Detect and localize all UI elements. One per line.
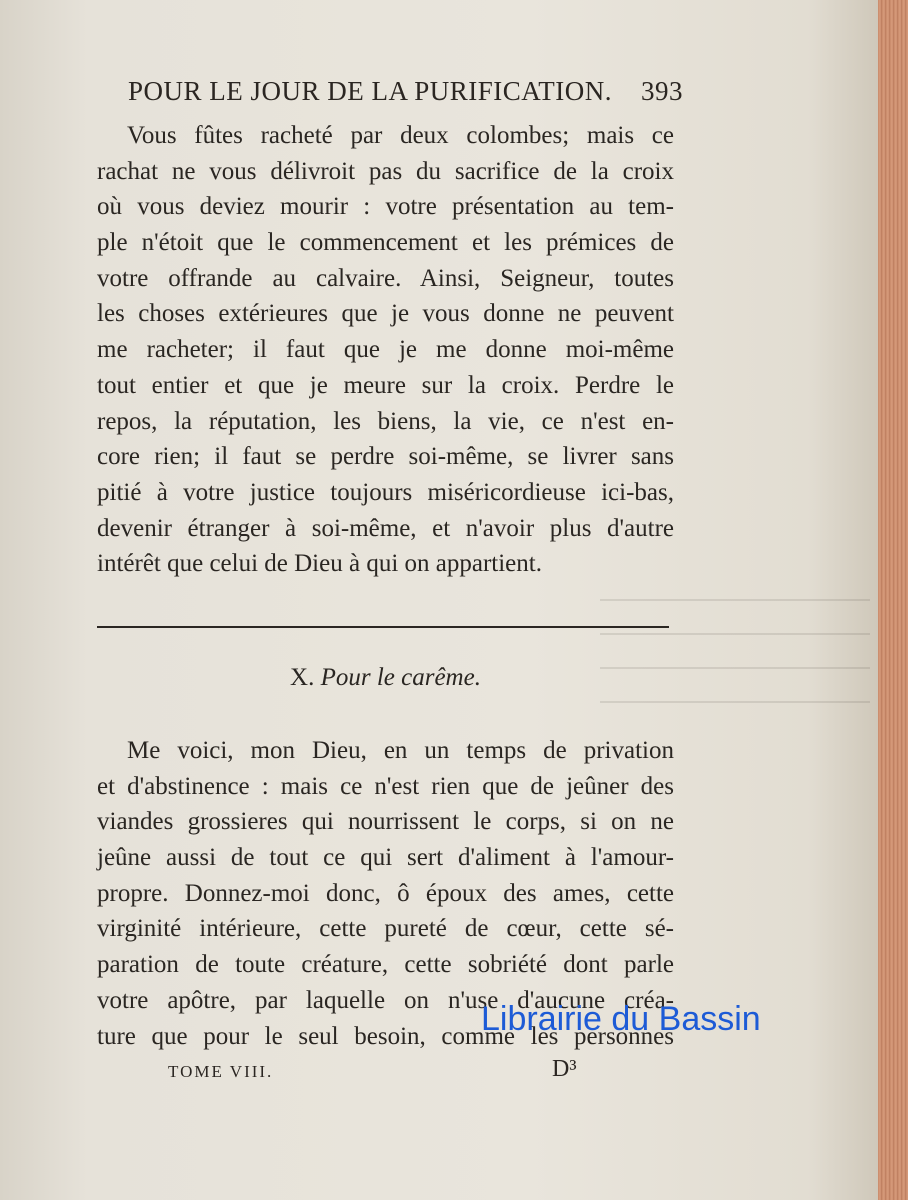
text-line: viandes grossieres qui nourrissent le corps, si on ne xyxy=(97,808,674,836)
text-line: tout entier et que je meure sur la croix. Perdre le xyxy=(97,371,674,399)
text-line: intérêt que celui de Dieu à qui on appartient. xyxy=(97,550,542,578)
text-line: les choses extérieures que je vous donne ne peuvent xyxy=(97,300,674,328)
text-line: votre offrande au calvaire. Ainsi, Seigneur, toutes xyxy=(97,264,674,292)
text-line: me racheter; il faut que je me donne moi-même xyxy=(97,336,674,364)
running-title: POUR LE JOUR DE LA PURIFICATION. xyxy=(128,76,613,106)
text-line: ture que pour le seul besoin, comme les personnes xyxy=(97,1022,674,1050)
text-line: paration de toute créature, cette sobriété dont parle xyxy=(97,951,674,979)
text-line: pitié à votre justice toujours miséricordieuse ici-bas, xyxy=(97,478,674,506)
text-line: où vous deviez mourir : votre présentation au tem- xyxy=(97,193,674,221)
section-number: X. xyxy=(290,664,315,691)
text-line: rachat ne vous délivroit pas du sacrifice de la croix xyxy=(97,157,674,185)
text-line: core rien; il faut se perdre soi-même, se livrer sans xyxy=(97,443,674,471)
page-number: 393 xyxy=(641,76,683,106)
running-header xyxy=(128,76,683,110)
show-through-bleed xyxy=(600,585,870,725)
section-title: Pour le carême. xyxy=(320,664,481,691)
text-line: et d'abstinence : mais ce n'est rien que de jeûner des xyxy=(97,772,674,800)
volume-marker: TOME VIII. xyxy=(168,1062,274,1081)
text-line: propre. Donnez-moi donc, ô époux des ames, cette xyxy=(97,879,674,907)
paragraph-purification xyxy=(97,118,674,582)
section-heading xyxy=(97,664,674,692)
section-divider xyxy=(97,626,669,628)
text-line: Vous fûtes racheté par deux colombes; mais ce xyxy=(127,122,674,149)
text-line: ple n'étoit que le commencement et les prémices de xyxy=(97,229,674,257)
signature-mark: D³ xyxy=(552,1056,577,1082)
text-line: jeûne aussi de tout ce qui sert d'aliment à l'amour- xyxy=(97,844,674,872)
text-line: virginité intérieure, cette pureté de cœur, cette sé- xyxy=(97,915,674,943)
text-line: votre apôtre, par laquelle on n'use d'aucune créa- xyxy=(97,986,674,1014)
text-line: devenir étranger à soi-même, et n'avoir plus d'autre xyxy=(97,514,674,542)
watermark-text: Librairie du Bassin xyxy=(481,1000,761,1038)
text-line: repos, la réputation, les biens, la vie, ce n'est en- xyxy=(97,407,674,435)
text-line: Me voici, mon Dieu, en un temps de privation xyxy=(127,737,674,764)
page-edges xyxy=(878,0,908,1200)
